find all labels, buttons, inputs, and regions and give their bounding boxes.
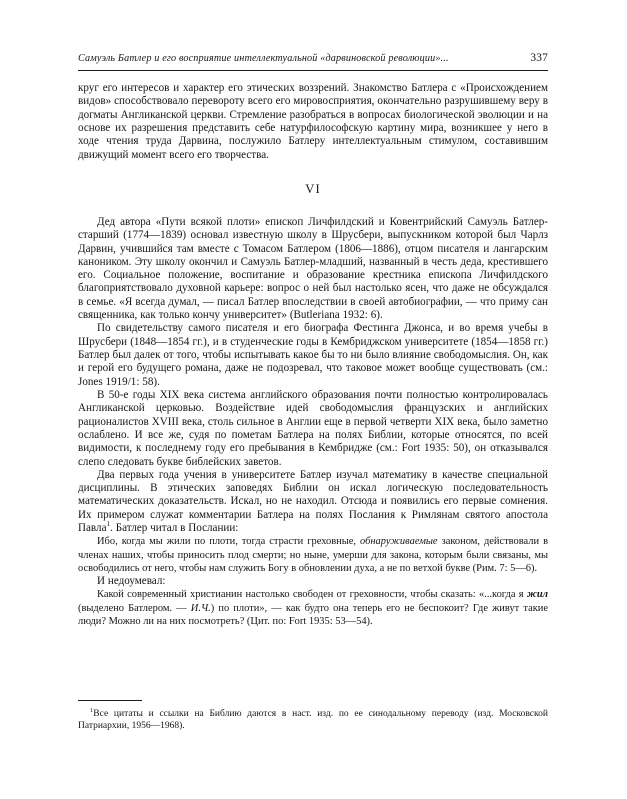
blockquote-romans-text-b: законом, действовали в членах наших, чтобы приносить плод смерти; но ныне, умерши для закона, которым были связаны, мы освободились от него, чтобы нам служить Богу в обновлении духа, а не по ветхой букве (Рим. 7: 5—6). <box>78 536 548 574</box>
footnote-item <box>78 709 548 732</box>
paragraph-grandfather-biography: Дед автора «Пути всякой плоти» епископ Личфилдский и Ковентрийский Самуэль Батлер-старший (1774—1839) основал известную школу в Шрусбери, выпускником которой был Чарлз Дарвин, учившийся там вместе с Томасом Батлером (1806—1886), отцом писателя и лангарским каноником. Эту школу окончил и Самуэль Батлер-младший, названный в честь деда, крестившего его. Социальное положение, воспитание и образование крестника епископа Личфилдского благоприятствовало духовной карьере: вопрос о ней был настолько ясен, что даже не обсуждался в семье. «Я всегда думал, — писал Батлер впоследствии в своей автобиографии, — что приму сан священника, как только кончу университет» (Butleriana 1932: 6). <box>78 215 548 322</box>
section-number: VI <box>305 181 321 196</box>
footnote-number: 1 <box>90 707 94 714</box>
blockquote-butler-text-b: (выделено Батлером. — <box>78 602 191 614</box>
paragraph-anglican-church-education: В 50-е годы XIX века система английского образования почти полностью контролировалась Англиканской церковью. Воздействие идей свободомыслия французских и английских рационалистов XVIII века, столь сильное в Англии еще в первой четверти XIX века, было заметно ослаблено. И все же, судя по пометам Батлера на полях Библии, которые относятся, по всей видимости, к последнему году его пребывания в Кембридже (см.: Fort 1935: 50), он отказывался слепо следовать букве библейских заветов. <box>78 388 548 468</box>
paragraph-and-wondered: И недоумевал: <box>97 575 166 588</box>
body-text-column <box>78 82 548 628</box>
blockquote-butler-emphasis-zhil: жил <box>526 589 548 601</box>
footnote-text: Все цитаты и ссылки на Библию даются в наст. изд. по ее синодальному переводу (изд. Московской Патриархии, 1956—1968). <box>78 709 548 731</box>
blockquote-butler-comment <box>78 588 548 628</box>
blockquote-butler-initials: И.Ч. <box>190 602 211 614</box>
blockquote-romans-text-a: Ибо, когда мы жили по плоти, тогда страсти греховные, <box>97 536 361 548</box>
page-number: 337 <box>530 52 548 64</box>
blockquote-butler-text-c: ) по плоти», — как будто она теперь его не беспокоит? Где живут такие люди? Можно ли на них посмотреть? (Цит. по: Fort 1935: 53—54). <box>78 602 548 627</box>
blockquote-butler-text-a: Какой современный христианин настолько свободен от греховности, чтобы сказать: «...когда я <box>97 589 527 601</box>
running-head-title: Самуэль Батлер и его восприятие интеллектуальной «дарвиновской революции»... <box>78 53 449 64</box>
footnote-area <box>78 700 548 732</box>
running-head <box>78 52 548 64</box>
footnote-reference-marker[interactable]: 1 <box>106 520 111 529</box>
paragraph-mathematics-doubts <box>78 469 548 536</box>
paragraph-mathematics-doubts-text-a: Два первых года учения в университете Батлер изучал математику в качестве специальной дисциплины. В этических заповедях Библии он искал логическую последовательность математических доказательств. Искал, но не находил. Отсюда и появились его первые сомнения. Их примером служат комментарии Батлера на полях Послания к Римлянам святого апостола Павла <box>78 468 548 535</box>
footnote-separator-rule <box>78 700 142 701</box>
running-head-rule <box>78 70 548 71</box>
paragraph-mathematics-doubts-text-b: . Батлер читал в Послании: <box>110 522 239 535</box>
paragraph-continued: круг его интересов и характер его этических воззрений. Знакомство Батлера с «Происхождением видов» способствовало перевороту всего его мировосприятия, окончательно разрушившему веру в догматы Англиканской церкви. Стремление разобраться в вопросах биологической эволюции и на основе их разрешения представить себе натурфилософскую картину мира, возникшее у него в ходе чтения труда Дарвина, послужило Батлеру интеллектуальным стимулом, составившим движущий момент всего его творчества. <box>78 82 548 161</box>
blockquote-romans <box>78 535 548 575</box>
paragraph-festing-jones: По свидетельству самого писателя и его биографа Фестинга Джонса, и во время учебы в Шрусбери (1848—1854 гг.), и в студенческие годы в Кембриджском университете (1854—1858 гг.) Батлер был далек от того, чтобы испытывать какое бы то ни было влияние свободомыслия. Он, как и герой его будущего романа, даже не подозревал, что таковое может вообще существовать (см.: Jones 1919/1: 58). <box>78 322 548 388</box>
blockquote-romans-emphasis: обнаруживаемые <box>360 536 438 548</box>
